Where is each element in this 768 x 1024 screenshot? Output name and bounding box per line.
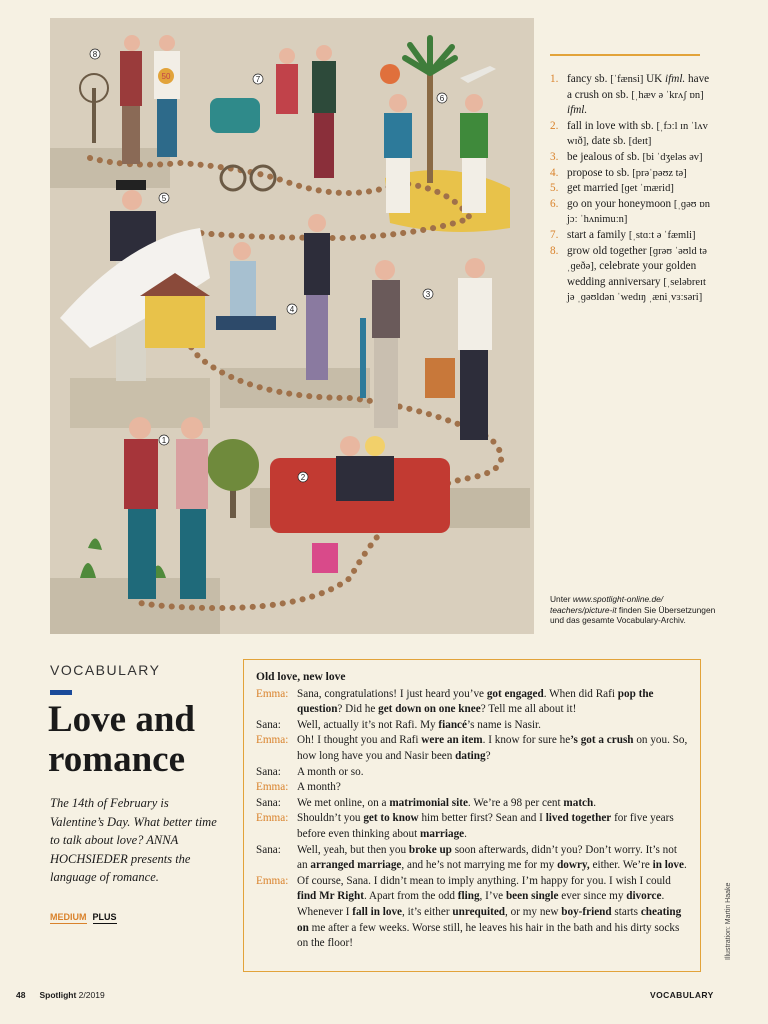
vocab-number: 2. — [550, 119, 559, 132]
dialogue-fragment: on you. So, how long have you and Nasir been — [297, 734, 688, 762]
footer-section: VOCABULARY — [650, 990, 714, 1000]
caption-suffix: finden Sie Übersetzungen und das gesamte Vocabulary-Archiv. — [550, 604, 716, 625]
dialogue-fragment: A month or so. — [297, 765, 364, 778]
vocab-highlight: matrimonial site — [389, 796, 468, 809]
vocab-term: be jealous of sb. — [567, 150, 643, 163]
sofa-couple-figures — [270, 436, 450, 573]
vocab-highlight: in love — [652, 859, 684, 872]
vocab-term: get married — [567, 182, 622, 195]
speaker-name: Emma: — [256, 874, 289, 887]
dialogue-line — [256, 765, 688, 781]
dialogue-line — [256, 733, 688, 764]
vocabulary-list — [550, 72, 710, 306]
vocab-term: ifml. — [567, 104, 588, 117]
vocab-phonetic: [prəˈpəʊz tə] — [632, 167, 687, 179]
vocab-term: grow old together — [567, 244, 650, 257]
vocab-phonetic: [ˌɡəʊ ɒn jɔː ˈhʌnimuːn] — [567, 198, 710, 226]
dialogue-fragment: Well, yeah, but then you — [297, 843, 409, 856]
vocab-highlight: been single — [505, 890, 559, 903]
dialogue-text — [297, 780, 688, 796]
airplane-icon — [460, 66, 496, 83]
dialogue-fragment: . We’re a 98 per cent — [467, 796, 564, 809]
level-medium-badge: MEDIUM — [50, 912, 87, 922]
dialogue-fragment: Shouldn’t you — [297, 812, 364, 825]
scene-label-2: 2 — [300, 473, 306, 482]
dialogue-fragment: ? Did he — [337, 703, 379, 716]
scene-label-4: 4 — [289, 305, 295, 314]
dialogue-fragment: ? — [485, 749, 491, 762]
scene-label-5: 5 — [161, 194, 167, 203]
dialogue-fragment: . — [464, 827, 467, 840]
dialogue-fragment: A month? — [297, 781, 341, 794]
dialogue-text — [297, 811, 688, 842]
vocab-text — [567, 181, 710, 197]
page-title: Love and romance — [48, 699, 196, 780]
caption-prefix: Unter — [550, 594, 573, 604]
vocab-phonetic: [ˌfɔːl ɪn ˈlʌv wɪð], — [567, 120, 708, 148]
vocab-highlight: get to know — [363, 812, 419, 825]
vocab-term: UK — [646, 73, 666, 85]
vocab-term: celebrate your golden wedding anniversary — [567, 260, 697, 288]
vocab-item — [550, 166, 710, 182]
level-plus-badge: PLUS — [92, 912, 117, 922]
vocab-phonetic: [ˌstɑːt ə ˈfæmli] — [628, 229, 696, 241]
dialogue-fragment: either. We’re — [589, 859, 653, 872]
vocab-highlight: unrequited — [452, 905, 506, 918]
intro-text: The 14th of February is Valentine’s Day. What better time to talk about love? ANNA HOCHSIEDER presents the language of romance. — [50, 796, 217, 884]
vocab-text — [567, 244, 710, 306]
dialogue-fragment: ’s name is Nasir. — [467, 718, 541, 731]
vocab-text — [567, 72, 710, 119]
dialogue-fragment: . I know for sure he — [482, 734, 571, 747]
dialogue-line — [256, 780, 688, 796]
vocab-highlight: get down on one knee — [378, 703, 481, 716]
vocab-highlight: cheating on — [297, 905, 682, 934]
vocab-highlight: dowry, — [557, 859, 590, 872]
speaker-name: Emma: — [256, 812, 289, 825]
dialogue-line — [256, 796, 688, 812]
vocab-number: 4. — [550, 166, 559, 179]
dialogue-fragment: , I’ve — [479, 890, 506, 903]
footer-left — [16, 990, 105, 1000]
plant-icon — [80, 538, 102, 578]
dialogue-fragment: . — [683, 859, 687, 872]
scene-label-3: 3 — [425, 290, 431, 299]
magazine-name: Spotlight — [39, 990, 77, 1000]
vocab-phonetic: [ˌhæv ə ˈkrʌʃ ɒn] — [631, 89, 704, 101]
dialogue-fragment: , or my new — [505, 905, 562, 918]
vocab-highlight: were an item — [421, 734, 483, 747]
scene-label-6: 6 — [439, 94, 445, 103]
vocab-text — [567, 228, 710, 244]
dialogue-fragment: for five years before even thinking about — [297, 812, 674, 840]
vocab-item — [550, 228, 710, 244]
old-couple-figures — [120, 35, 180, 164]
dialogue-fragment: Sana, congratulations! I just heard you’ve — [297, 687, 487, 700]
vocab-item — [550, 197, 710, 228]
vocab-highlight: find Mr Right — [297, 890, 364, 903]
caption-link[interactable]: www.spotlight-online.de/ teachers/picture-it — [550, 594, 664, 615]
vocab-term: go on your honeymoon — [567, 197, 674, 210]
orange-rule — [550, 54, 700, 56]
vocab-term: start a family — [567, 228, 629, 241]
vocab-highlight: fiancé — [438, 718, 467, 731]
vocab-term: have a crush on sb. — [567, 73, 710, 101]
dialogue-fragment: ever since my — [558, 890, 627, 903]
dialogue-fragment: . When did Rafi — [543, 687, 618, 700]
dialogue-fragment: . Apart from the odd — [363, 890, 458, 903]
vocab-text — [567, 119, 710, 150]
family-pram-figures — [210, 45, 336, 190]
vocab-phonetic: [ɡrəʊ ˈəʊld təˌɡeðə], — [567, 245, 707, 273]
vocab-phonetic: [bi ˈdʒeləs əv] — [642, 151, 703, 163]
dialogue-fragment: . — [593, 796, 597, 809]
vocab-highlight: divorce — [626, 890, 662, 903]
tree-icon — [80, 74, 108, 143]
level-badges — [50, 912, 123, 924]
speaker-name: Emma: — [256, 687, 289, 700]
vocab-highlight: boy-friend — [561, 905, 612, 918]
vocab-highlight: fall in love — [352, 905, 403, 918]
vocab-highlight: dating — [455, 749, 486, 762]
vocab-text — [567, 197, 710, 228]
scene-label-1: 1 — [161, 436, 167, 445]
speaker-name: Sana: — [256, 843, 281, 856]
speaker-name: Emma: — [256, 734, 289, 747]
dialogue-text — [297, 687, 688, 718]
vocab-item — [550, 181, 710, 197]
illustration-credit: Illustration: Martin Haake — [725, 882, 732, 960]
vocab-term: date sb. — [588, 135, 629, 148]
jealous-couple-figures — [360, 258, 492, 440]
vocab-number: 3. — [550, 150, 559, 163]
vocab-term: ifml. — [665, 73, 686, 85]
palm-tree-icon — [405, 38, 455, 183]
dialogue-fragment: Of course, Sana. I didn’t mean to imply anything. I’m happy for you. I wish I could — [297, 874, 671, 887]
dialogue-line — [256, 718, 688, 734]
dialogue-fragment: starts — [611, 905, 641, 918]
vocab-highlight: marriage — [420, 827, 465, 840]
dialogue-fragment: , it’s either — [402, 905, 453, 918]
vocab-highlight: match — [563, 796, 594, 809]
illustration — [50, 18, 534, 634]
dialogue-fragment: Well, actually it’s not Rafi. My — [297, 718, 439, 731]
dialogue-fragment: soon afterwards, didn’t you? Don’t worry. It’s not an — [297, 843, 677, 872]
dialogue-line — [256, 843, 688, 874]
dialogue-text — [297, 733, 688, 764]
speaker-name: Sana: — [256, 718, 281, 731]
vocab-term: fall in love with sb. — [567, 119, 657, 132]
dialogue-line — [256, 687, 688, 718]
vocab-text — [567, 150, 710, 166]
dialogue-heading: Old love, new love — [256, 671, 346, 683]
dialogue-text — [297, 843, 688, 874]
vocab-term: propose to sb. — [567, 166, 633, 179]
price-tag: 50 — [161, 72, 171, 81]
dialogue-fragment: , and he’s not marrying me for my — [401, 859, 558, 872]
speaker-name: Sana: — [256, 765, 281, 778]
vocab-phonetic: [ɡet ˈmærid] — [621, 183, 674, 195]
section-label: VOCABULARY — [50, 662, 161, 678]
dialogue-line — [256, 874, 688, 952]
speaker-name: Sana: — [256, 796, 281, 809]
dialogue-text — [297, 796, 688, 812]
dialogue-text — [297, 765, 688, 781]
dialogue-line — [256, 811, 688, 842]
dialogue-fragment: Oh! I thought you and Rafi — [297, 734, 422, 747]
blue-accent-bar — [50, 690, 72, 695]
vocab-number: 1. — [550, 73, 559, 85]
dialogue-box — [243, 659, 701, 972]
scene-label-7: 7 — [255, 75, 261, 84]
vocab-text — [567, 166, 710, 182]
page-number: 48 — [16, 990, 26, 1000]
issue-number: 2/2019 — [78, 990, 105, 1000]
vocab-item — [550, 244, 710, 306]
vocab-highlight: got engaged — [486, 687, 544, 700]
vocab-item — [550, 150, 710, 166]
dialogue-fragment: him better first? Sean and I — [418, 812, 546, 825]
scene-label-8: 8 — [92, 50, 98, 59]
vocab-number: 6. — [550, 197, 559, 210]
dialogue-text — [297, 874, 688, 952]
vocab-number: 7. — [550, 228, 559, 241]
vocab-phonetic: [ˈfænsi] — [610, 74, 647, 85]
dialogue-fragment: ? Tell me all about it! — [480, 703, 577, 716]
vocab-number: 8. — [550, 244, 559, 257]
vocab-highlight: broke up — [408, 843, 452, 856]
dialogue-fragment: We met online, on a — [297, 796, 390, 809]
vocab-number: 5. — [550, 182, 559, 195]
vocab-highlight: fling — [457, 890, 480, 903]
vocab-phonetic: [deɪt] — [628, 136, 652, 148]
dialogue-fragment: . Whenever I — [297, 890, 665, 918]
vocab-item — [550, 119, 710, 150]
vocab-term: fancy sb. — [567, 73, 611, 85]
vocab-highlight: ’s got a crush — [570, 734, 634, 747]
sun-icon — [380, 64, 400, 84]
dialogue-fragment: me after a few weeks. Worse still, he leaves his hair in the bath and his dirty socks on the floor! — [297, 921, 680, 950]
wedding-couple-figures — [60, 180, 210, 381]
archive-caption — [550, 594, 720, 626]
speaker-name: Emma: — [256, 781, 289, 794]
vocab-highlight: arranged marriage — [310, 859, 402, 872]
vocab-highlight: lived together — [545, 812, 612, 825]
dialogue-text — [297, 718, 688, 734]
vocab-phonetic: [ˌseləbreɪt jə ˌɡəʊldən ˈwedɪŋ ˌæniˌvɜːsəri] — [567, 276, 706, 304]
vocab-item — [550, 72, 710, 119]
vocab-highlight: pop the question — [297, 687, 654, 716]
